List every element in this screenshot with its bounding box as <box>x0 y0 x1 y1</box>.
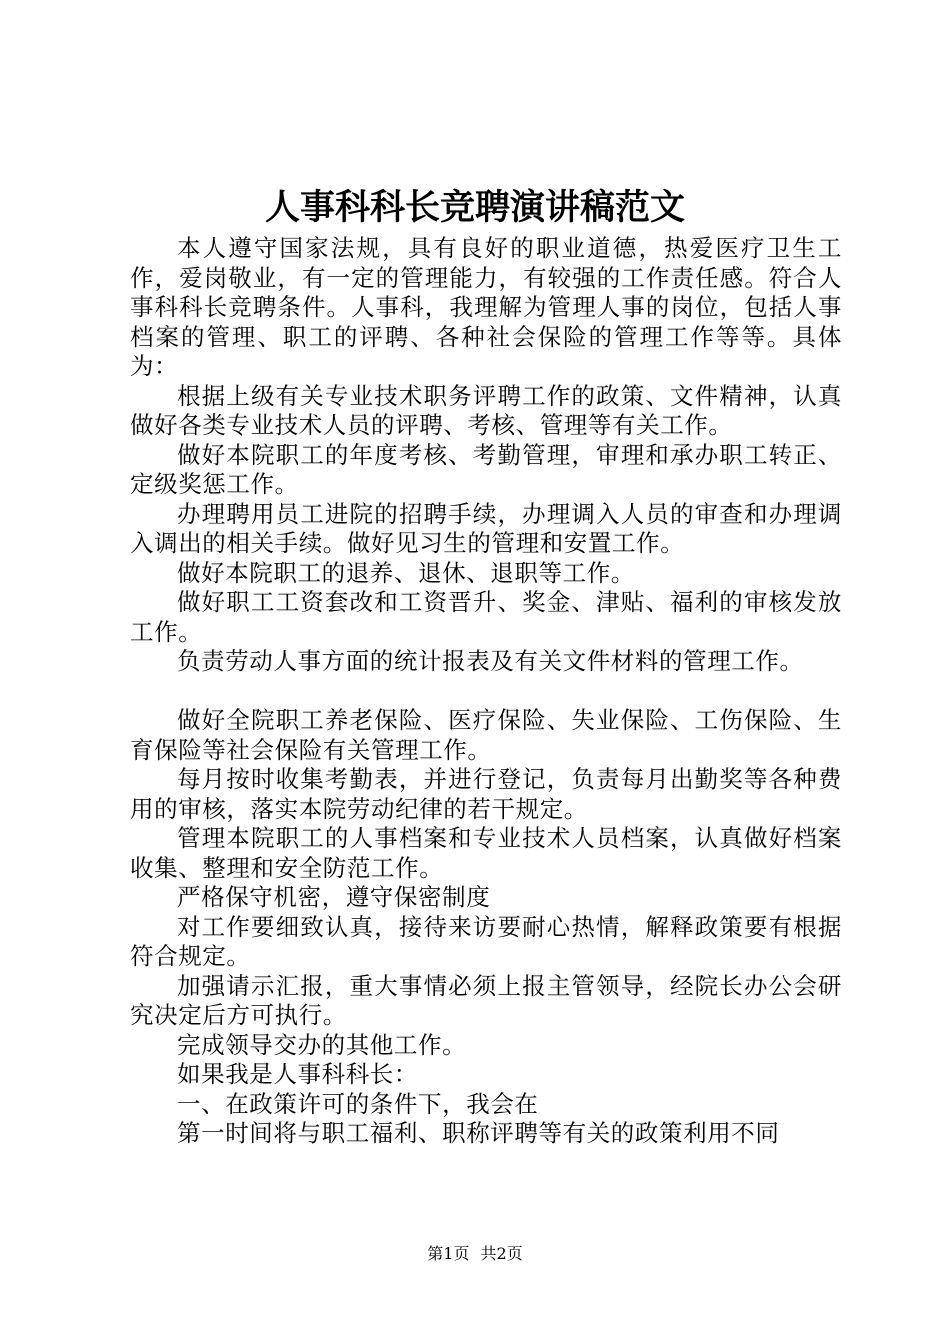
paragraph: 每月按时收集考勤表，并进行登记，负责每月出勤奖等各种费用的审核，落实本院劳动纪律的若干规定。 <box>130 765 842 823</box>
document-body <box>130 234 842 1149</box>
paragraph: 办理聘用员工进院的招聘手续，办理调入人员的审查和办理调入调出的相关手续。做好见习生的管理和安置工作。 <box>130 499 842 557</box>
paragraph: 一、在政策许可的条件下，我会在 <box>177 1089 539 1118</box>
paragraph: 本人遵守国家法规，具有良好的职业道德，热爱医疗卫生工作，爱岗敬业，有一定的管理能力，有较强的工作责任感。符合人事科科长竞聘条件。人事科，我理解为管理人事的岗位，包括人事档案的管理、职工的评聘、各种社会保险的管理工作等等。具体为： <box>130 234 842 380</box>
document-title: 人事科科长竞聘演讲稿范文 <box>264 187 685 228</box>
page-footer <box>0 1242 950 1266</box>
paragraph: 管理本院职工的人事档案和专业技术人员档案，认真做好档案收集、整理和安全防范工作。 <box>130 824 842 882</box>
paragraph: 对工作要细致认真，接待来访要耐心热情，解释政策要有根据符合规定。 <box>130 912 842 970</box>
paragraph: 严格保守机密，遵守保密制度 <box>177 883 491 911</box>
paragraph: 第一时间将与职工福利、职称评聘等有关的政策利用不同 <box>177 1119 780 1147</box>
paragraph: 完成领导交办的其他工作。 <box>177 1030 467 1059</box>
paragraph: 负责劳动人事方面的统计报表及有关文件材料的管理工作。 <box>177 647 804 675</box>
paragraph: 做好职工工资套改和工资晋升、奖金、津贴、福利的审核发放工作。 <box>130 588 842 646</box>
paragraph: 如果我是人事科科长： <box>177 1060 418 1088</box>
page-total: 共2页 <box>480 1244 523 1263</box>
paragraph: 做好本院职工的年度考核、考勤管理，审理和承办职工转正、定级奖惩工作。 <box>130 440 842 498</box>
paragraph: 做好全院职工养老保险、医疗保险、失业保险、工伤保险、生育保险等社会保险有关管理工作。 <box>130 706 842 764</box>
page-number: 第1页 <box>427 1244 470 1263</box>
paragraph: 做好本院职工的退养、退休、退职等工作。 <box>177 558 635 587</box>
paragraph: 根据上级有关专业技术职务评聘工作的政策、文件精神，认真做好各类专业技术人员的评聘、考核、管理等有关工作。 <box>130 381 842 439</box>
blank-line <box>130 677 842 707</box>
paragraph: 加强请示汇报，重大事情必须上报主管领导，经院长办公会研究决定后方可执行。 <box>130 971 842 1029</box>
